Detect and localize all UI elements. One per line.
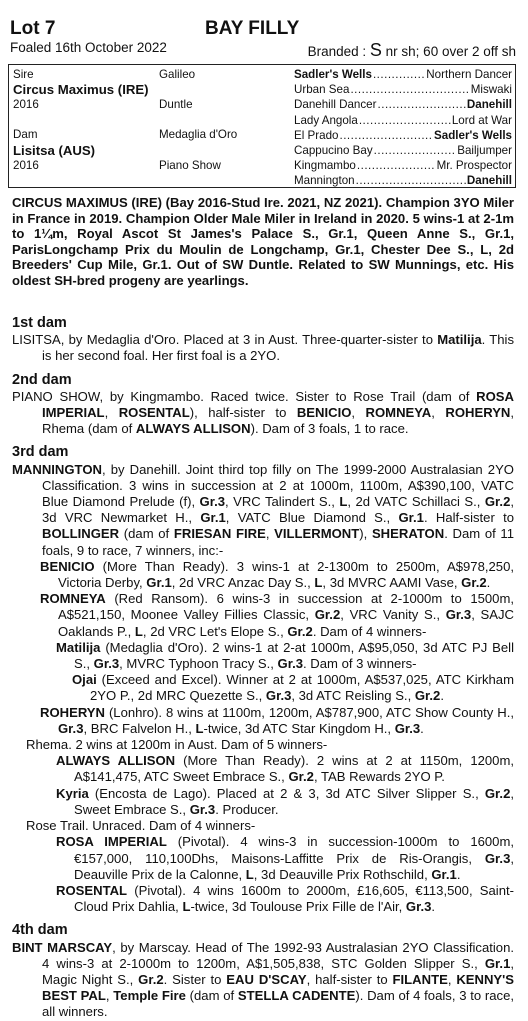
sire-summary: CIRCUS MAXIMUS (IRE) (Bay 2016-Stud Ire. 2021, NZ 2021). Champion 3YO Miler in France in 2019. Champion Older Male Miler in Ireland in 2020. 5 wins-1 at 2-1m to 1¼m, Royal Ascot St James's Palace S., Gr.1, Queen Anne S., Gr.1, ParisLongchamp Prix du Moulin de Longchamp, Gr.1, Chester Dee S., L, 2d Breeders' Cup Mile, Gr.1. Out of SW Duntle. Related to SW Munnings, etc. His oldest SH-bred progeny are yearlings.	[12, 195, 514, 288]
ancestor-name: Danehill Dancer	[294, 98, 377, 112]
pedigree-table	[8, 64, 516, 188]
leader-dots	[339, 129, 433, 142]
pedigree-entry: ROSA IMPERIAL (Pivotal). 4 wins-3 in succession-1000m to 1600m, €157,000, 110,100Dhs, Maisons-Laffitte Prix de Ris-Orangis, Gr.3, Deauville Prix de la Calonne, L, 3d Deauville Prix Rothschild, Gr.1.	[56, 834, 514, 882]
page-title: BAY FILLY	[205, 18, 300, 39]
dam-sire: Medaglia d'Oro	[159, 128, 238, 141]
pedigree-row	[294, 174, 512, 187]
brand-prefix: Branded :	[307, 44, 370, 59]
foaled-date: Foaled 16th October 2022	[10, 40, 167, 55]
ancestor-name: Cappucino Bay	[294, 144, 373, 157]
pedigree-row	[294, 83, 512, 96]
ancestor-sire: Danehill	[466, 174, 512, 188]
pedigree-entry: MANNINGTON, by Danehill. Joint third top filly on The 1999-2000 Australasian 2YO Classification. 3 wins in succession at 2 at 1000m, 1100m, A$390,100, VATC Blue Diamond Prelude (f), Gr.3, VRC Talindert S., L, 2d VATC Schillaci S., Gr.2, 3d VRC Newmarket H., Gr.1, VATC Blue Diamond S., Gr.1. Half-sister to BOLLINGER (dam of FRIESAN FIRE, VILLERMONT), SHERATON. Dam of 11 foals, 9 to race, 7 winners, inc:-	[12, 461, 515, 558]
dam-name: Lisitsa (AUS)	[13, 143, 96, 158]
pedigree-entry: Ojai (Exceed and Excel). Winner at 2 at 1000m, A$537,025, ATC Kirkham 2YO P., 2d MRC Quezette S., Gr.3, 3d ATC Reisling S., Gr.2.	[72, 672, 514, 704]
pedigree-entry: BINT MARSCAY, by Marscay. Head of The 1992-93 Australasian 2YO Classification. 4 wins-3 at 2-1000m to 1200m, A$1,505,838, STC Golden Slipper S., Gr.1, Magic Night S., Gr.2. Sister to EAU D'SCAY, half-sister to FILANTE, KENNY'S BEST PAL, Temple Fire (dam of STELLA CADENTE). Dam of 4 foals, 3 to race, all winners.	[12, 939, 515, 1020]
pedigree-entry: Rhema. 2 wins at 1200m in Aust. Dam of 5 winners-	[26, 737, 328, 753]
catalogue-body	[12, 315, 514, 1021]
pedigree-entry: ROSENTAL (Pivotal). 4 wins 1600m to 2000m, £16,605, €113,500, Saint-Cloud Prix Dahlia, L-twice, 3d Toulouse Prix Fille de l'Air, Gr.3.	[56, 882, 514, 915]
dam-year: 2016	[13, 159, 39, 172]
leader-dots	[356, 174, 466, 187]
ancestor-sire: Miswaki	[470, 83, 512, 97]
ancestor-name: Kingmambo	[294, 159, 356, 173]
section-heading: 1st dam	[12, 315, 67, 331]
sire-label: Sire	[13, 68, 34, 81]
pedigree-row	[294, 98, 512, 111]
pedigree-row	[294, 68, 512, 81]
leader-dots	[357, 159, 436, 172]
pedigree-entry: LISITSA, by Medaglia d'Oro. Placed at 3 in Aust. Three-quarter-sister to Matilija. This is her second foal. Her first foal is a 2YO.	[12, 332, 515, 364]
ancestor-name: Sadler's Wells	[294, 68, 372, 81]
dam-dam: Piano Show	[159, 159, 221, 172]
pedigree-entry: Matilija (Medaglia d'Oro). 2 wins-1 at 2-at 1000m, A$95,050, 3d ATC PJ Bell S., Gr.3, MVRC Typhoon Tracy S., Gr.3. Dam of 3 winners-	[56, 639, 514, 672]
pedigree-entry: ALWAYS ALLISON (More Than Ready). 2 wins at 2 at 1150m, 1200m, A$141,475, ATC Sweet Embrace S., Gr.2, TAB Rewards 2YO P.	[56, 753, 514, 785]
leader-dots	[378, 98, 466, 111]
section-heading: 4th dam	[12, 922, 68, 939]
pedigree-entry: Kyria (Encosta de Lago). Placed at 2 & 3, 3d ATC Silver Slipper S., Gr.2, Sweet Embrace S., Gr.3. Producer.	[56, 785, 514, 817]
brand-suffix: nr sh; 60 over 2 off sh	[381, 44, 516, 59]
section-heading: 2nd dam	[12, 371, 72, 388]
brand-info	[308, 40, 516, 61]
sire-dam: Duntle	[159, 98, 193, 111]
ancestor-name: Mannington	[294, 174, 355, 188]
sire-name: Circus Maximus (IRE)	[13, 82, 149, 97]
ancestor-sire: Sadler's Wells	[434, 128, 512, 142]
pedigree-row	[294, 129, 512, 142]
pedigree-entry: BENICIO (More Than Ready). 3 wins-1 at 2-1300m to 2500m, A$978,250, Victoria Derby, Gr.1, 2d VRC Anzac Day S., L, 3d MVRC AAMI Vase, Gr.2.	[40, 558, 514, 591]
pedigree-entry: Rose Trail. Unraced. Dam of 4 winners-	[26, 818, 256, 834]
ancestor-sire: Mr. Prospector	[436, 159, 512, 173]
leader-dots	[350, 83, 469, 96]
ancestor-sire: Bailjumper	[457, 144, 512, 157]
leader-dots	[359, 114, 451, 127]
pedigree-row	[294, 144, 512, 157]
dam-label: Dam	[13, 128, 38, 141]
ancestor-sire: Northern Dancer	[426, 68, 512, 81]
ancestor-name: Urban Sea	[294, 83, 350, 97]
lot-number: Lot 7	[10, 18, 56, 39]
ancestor-name: Lady Angola	[294, 113, 358, 127]
leader-dots	[374, 144, 457, 157]
pedigree-row	[294, 114, 512, 127]
pedigree-entry: PIANO SHOW, by Kingmambo. Raced twice. Sister to Rose Trail (dam of ROSA IMPERIAL, ROSENTAL), half-sister to BENICIO, ROMNEYA, ROHERYN, Rhema (dam of ALWAYS ALLISON). Dam of 3 foals, 1 to race.	[12, 388, 515, 437]
brand-symbol: S	[369, 40, 382, 60]
ancestor-sire: Lord at War	[451, 113, 512, 127]
ancestor-sire: Danehill	[466, 98, 512, 112]
sire-year: 2016	[13, 98, 39, 111]
pedigree-entry: ROHERYN (Lonhro). 8 wins at 1100m, 1200m, A$787,900, ATC Show County H., Gr.3, BRC Falvelon H., L-twice, 3d ATC Star Kingdom H., Gr.3.	[40, 704, 514, 736]
pedigree-row	[294, 159, 512, 172]
pedigree-entry: ROMNEYA (Red Ransom). 6 wins-3 in succession at 2-1000m to 1500m, A$521,150, Moonee Valley Fillies Classic, Gr.2, VRC Vanity S., Gr.3, SAJC Oaklands P., L, 2d VRC Let's Elope S., Gr.2. Dam of 4 winners-	[40, 591, 515, 639]
section-heading: 3rd dam	[12, 444, 69, 461]
sire-sire: Galileo	[159, 68, 196, 81]
ancestor-name: El Prado	[294, 128, 339, 142]
leader-dots	[373, 68, 425, 81]
